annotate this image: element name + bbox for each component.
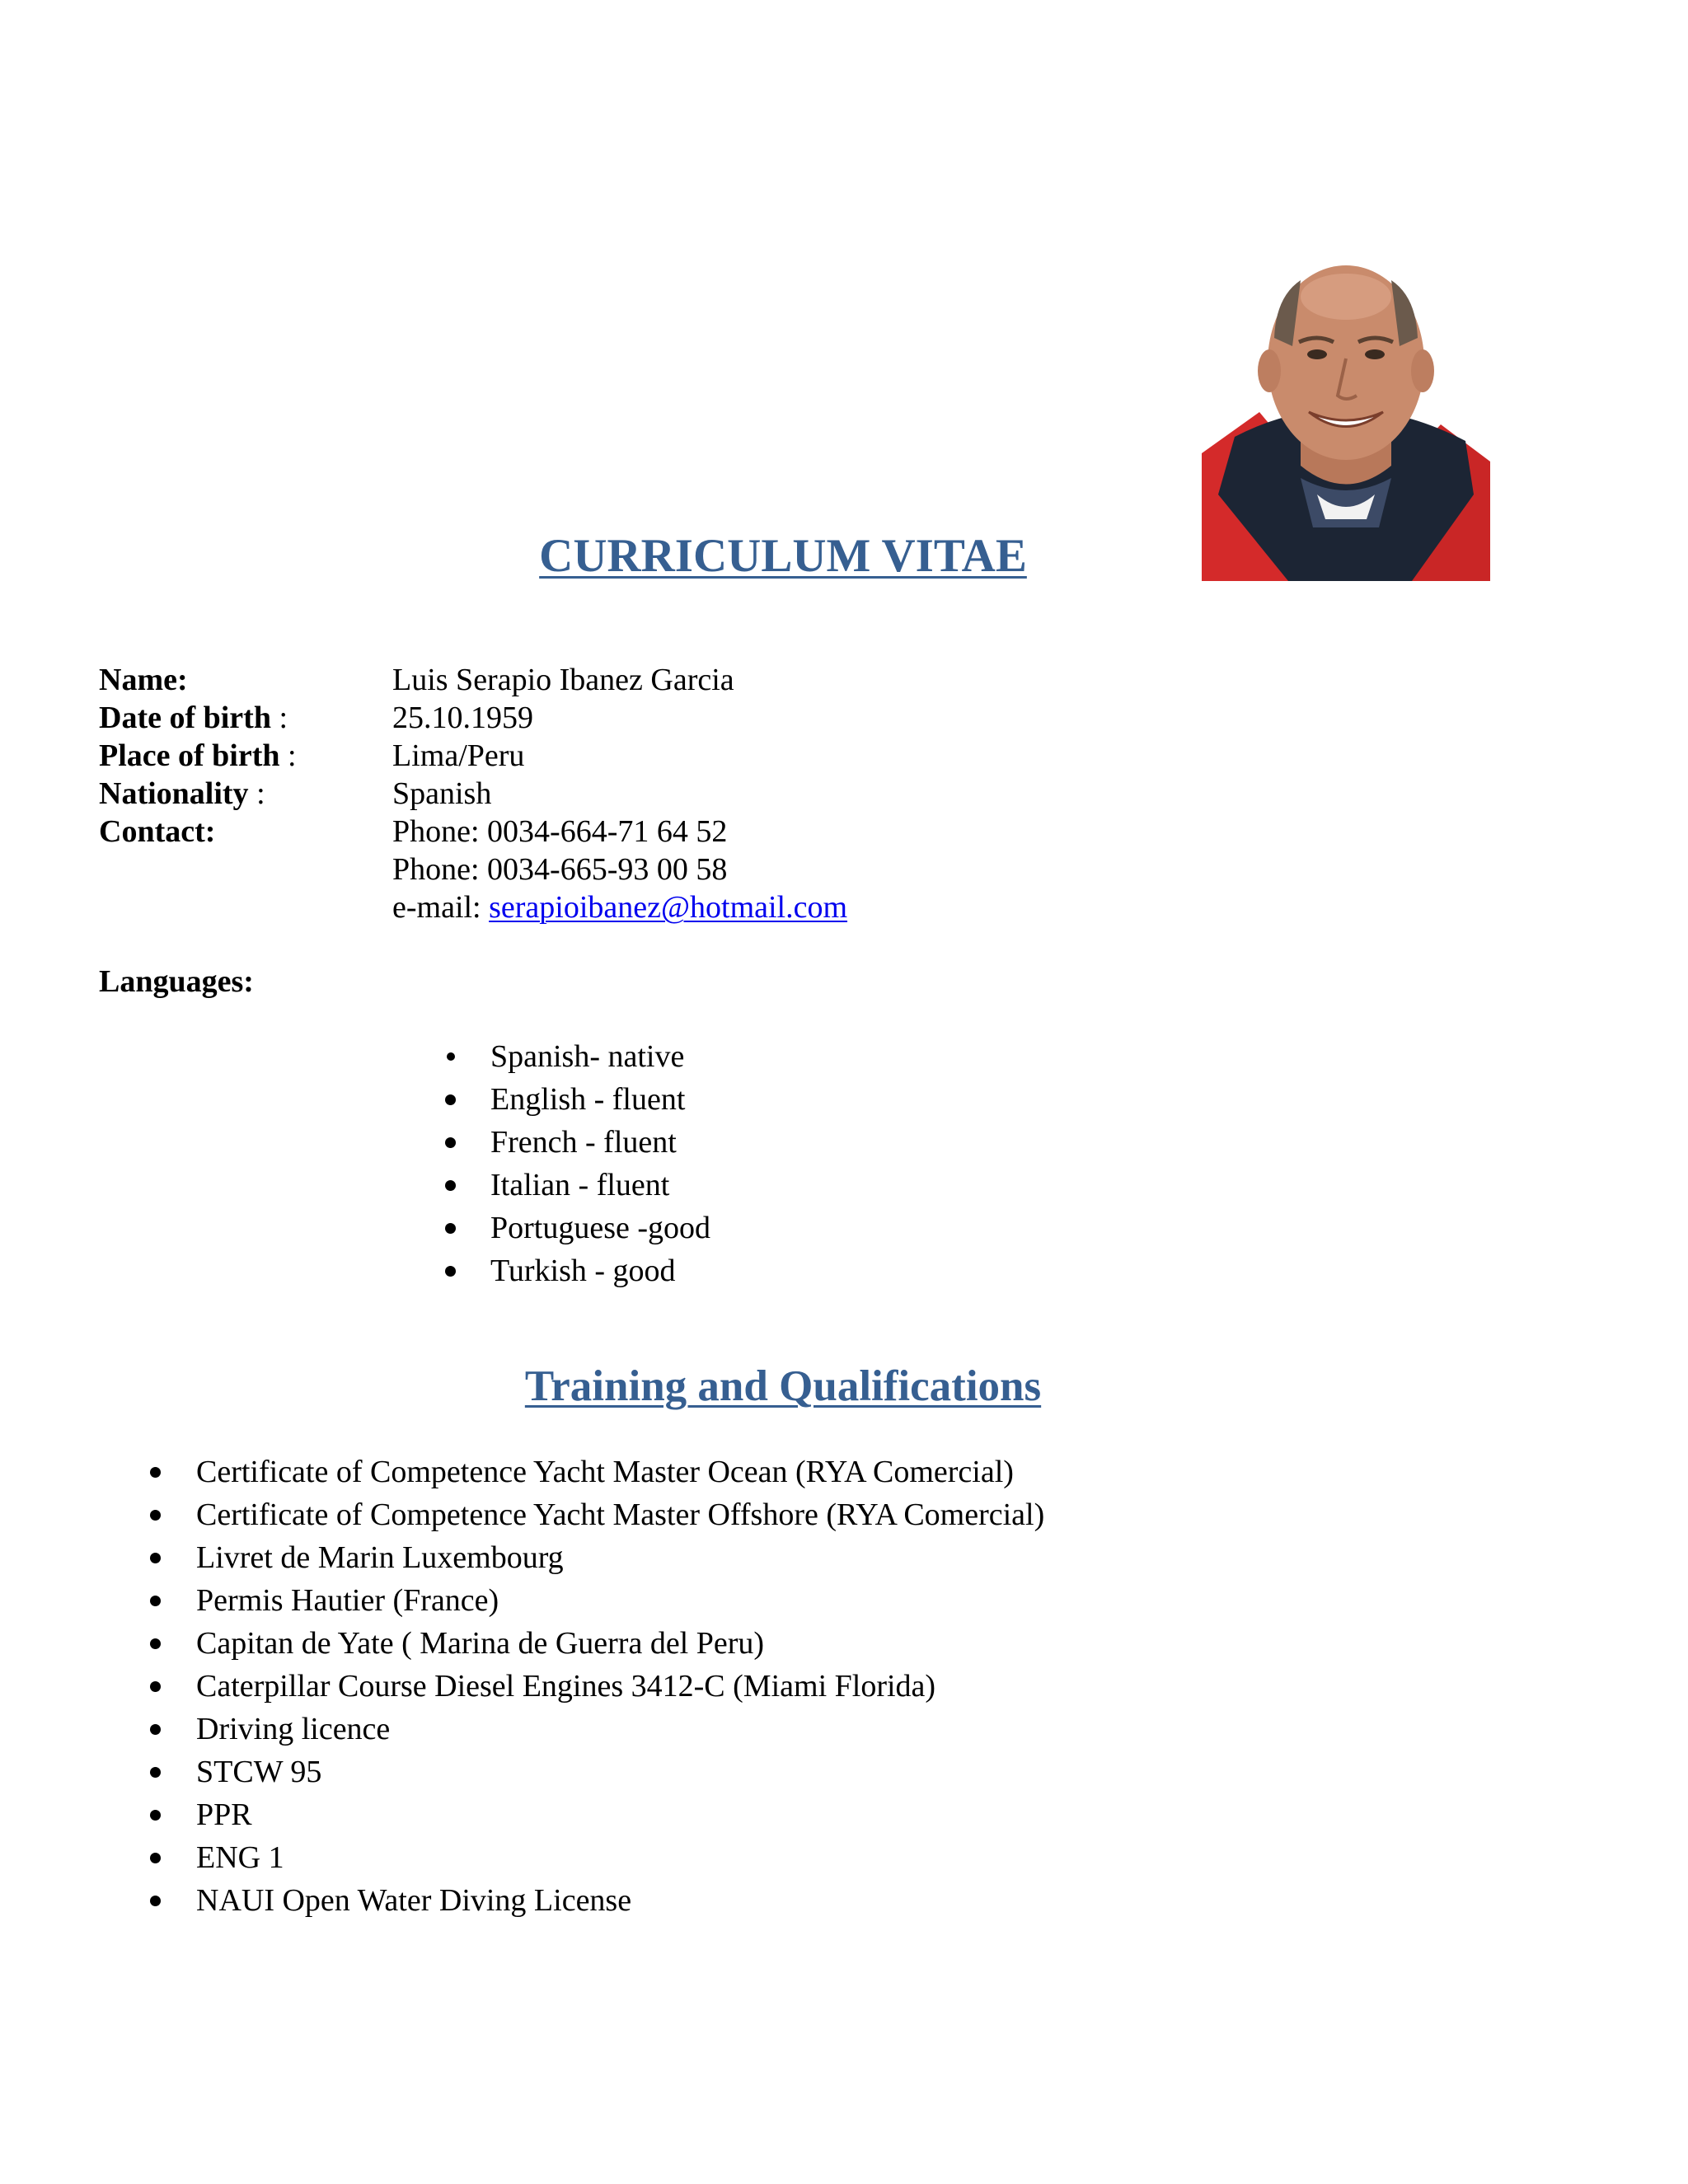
detail-row-phone-2 (99, 851, 847, 888)
detail-value-phone-1: Phone: 0034-664-71 64 52 (392, 814, 728, 849)
detail-row-place-of-birth (99, 737, 847, 775)
list-item: French - fluent (490, 1121, 710, 1164)
bullet-icon (445, 1180, 456, 1191)
list-item: Driving licence (196, 1708, 1044, 1750)
bullet-icon (150, 1638, 161, 1649)
bullet-icon (150, 1853, 161, 1863)
languages-label: Languages: (99, 964, 254, 999)
bullet-icon (150, 1553, 161, 1563)
detail-label (99, 888, 392, 926)
portrait-photo (1202, 247, 1490, 581)
bullet-icon (150, 1767, 161, 1778)
list-item: Certificate of Competence Yacht Master Ocean (RYA Comercial) (196, 1451, 1044, 1493)
list-item: ENG 1 (196, 1836, 1044, 1879)
list-item: Permis Hautier (France) (196, 1579, 1044, 1622)
list-item: English - fluent (490, 1078, 710, 1121)
list-item: Portuguese -good (490, 1207, 710, 1249)
training-list (196, 1451, 1044, 1922)
bullet-icon (445, 1266, 456, 1277)
bullet-icon (150, 1681, 161, 1692)
detail-row-name (99, 661, 847, 699)
bullet-icon (150, 1810, 161, 1821)
training-heading: Training and Qualifications (524, 1362, 1042, 1410)
email-link[interactable]: serapioibanez@hotmail.com (489, 890, 848, 925)
list-item: Turkish - good (490, 1249, 710, 1292)
detail-value-place-of-birth: Lima/Peru (392, 738, 525, 773)
detail-value-date-of-birth: 25.10.1959 (392, 701, 533, 735)
list-item: PPR (196, 1793, 1044, 1836)
personal-details (99, 661, 847, 926)
bullet-icon (445, 1094, 456, 1105)
detail-label: Name: (99, 663, 188, 697)
list-item: Spanish- native (490, 1035, 710, 1078)
list-item: NAUI Open Water Diving License (196, 1879, 1044, 1922)
bullet-icon (150, 1467, 161, 1478)
detail-value-phone-2: Phone: 0034-665-93 00 58 (392, 852, 728, 887)
bullet-icon (447, 1052, 455, 1061)
list-item: Italian - fluent (490, 1164, 710, 1207)
detail-label (99, 851, 392, 888)
page-title: CURRICULUM VITAE (539, 530, 1027, 582)
detail-label: Contact: (99, 814, 216, 849)
portrait-icon (1202, 247, 1490, 581)
list-item: Capitan de Yate ( Marina de Guerra del Peru) (196, 1622, 1044, 1665)
detail-row-email (99, 888, 847, 926)
list-item: STCW 95 (196, 1750, 1044, 1793)
list-item: Caterpillar Course Diesel Engines 3412-C (Miami Florida) (196, 1665, 1044, 1708)
detail-row-date-of-birth (99, 699, 847, 737)
bullet-icon (445, 1137, 456, 1148)
bullet-icon (150, 1596, 161, 1606)
bullet-icon (445, 1223, 456, 1234)
detail-value-name: Luis Serapio Ibanez Garcia (392, 663, 734, 697)
bullet-icon (150, 1510, 161, 1521)
detail-label: Nationality : (99, 776, 265, 811)
detail-value-email (392, 888, 847, 926)
bullet-icon (150, 1724, 161, 1735)
detail-label: Place of birth : (99, 738, 297, 773)
email-prefix: e-mail: (392, 890, 490, 925)
list-item: Livret de Marin Luxembourg (196, 1536, 1044, 1579)
list-item: Certificate of Competence Yacht Master Offshore (RYA Comercial) (196, 1493, 1044, 1536)
detail-row-nationality (99, 775, 847, 813)
detail-value-nationality: Spanish (392, 776, 492, 811)
detail-row-contact (99, 813, 847, 851)
bullet-icon (150, 1896, 161, 1906)
detail-label: Date of birth : (99, 701, 288, 735)
languages-list (490, 1035, 710, 1292)
